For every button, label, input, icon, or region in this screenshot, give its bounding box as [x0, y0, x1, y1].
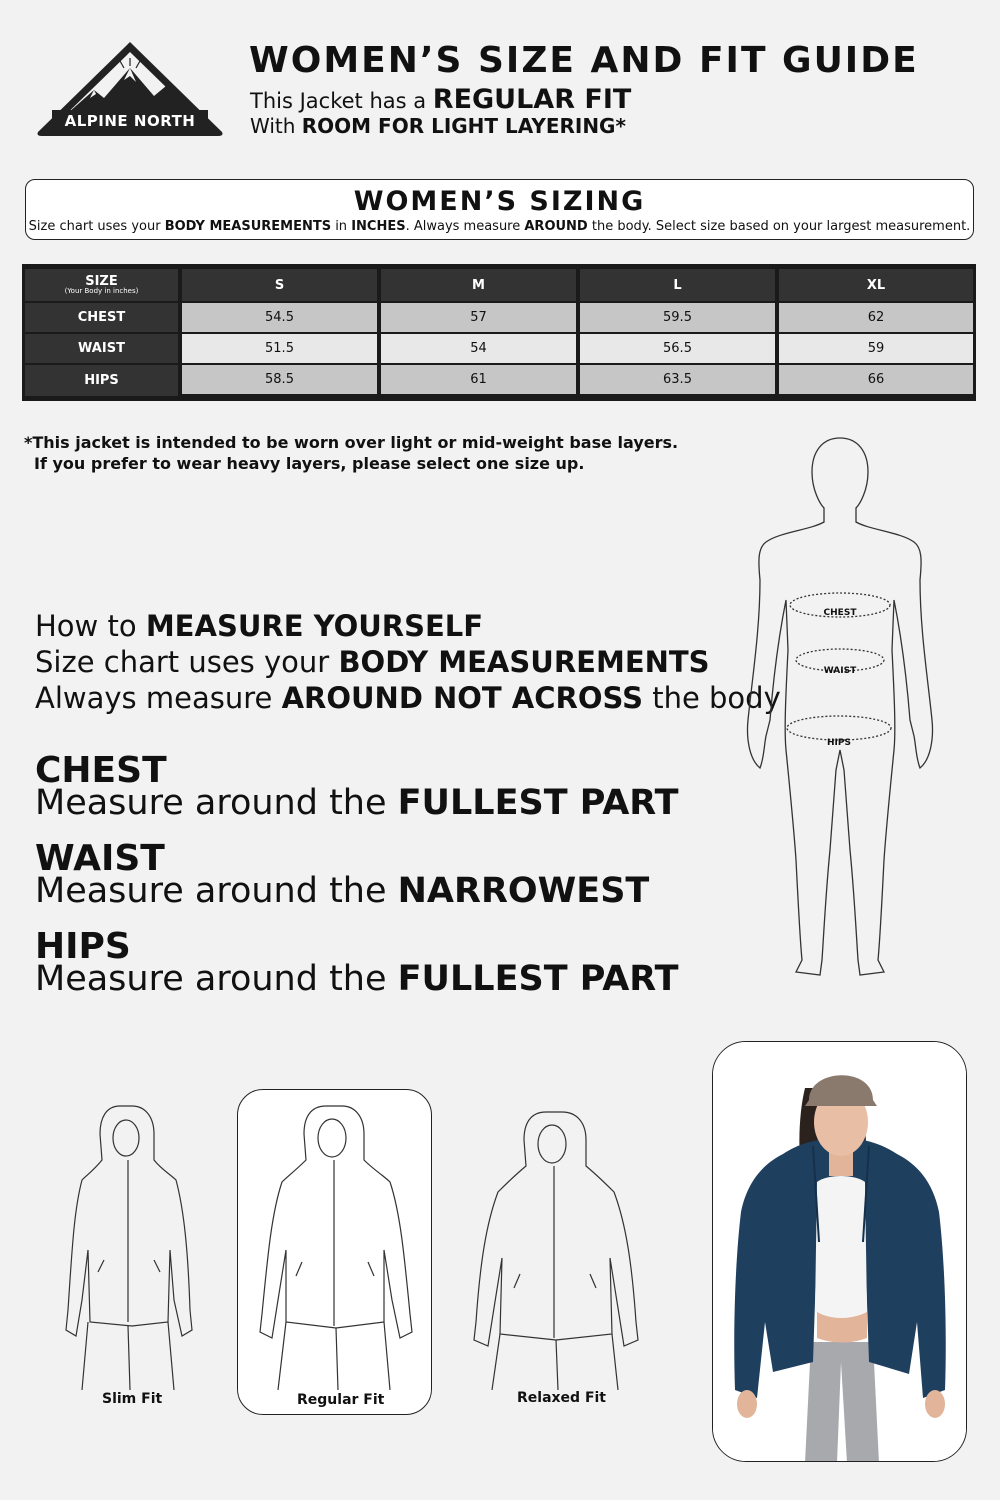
instruction-text: Measure around the [35, 783, 398, 823]
table-cell: 58.5 [182, 365, 377, 394]
figure-hips-label: HIPS [827, 738, 851, 748]
table-cell: 62 [779, 303, 973, 332]
table-cell: 57 [381, 303, 576, 332]
table-cell: 54 [381, 334, 576, 363]
measure-emphasis: BODY MEASUREMENTS [338, 645, 710, 679]
note-text: in [331, 219, 352, 234]
measure-heading [35, 609, 483, 643]
measure-line-body [35, 645, 710, 679]
table-cell: 54.5 [182, 303, 377, 332]
row-label-chest: CHEST [25, 303, 178, 332]
layering-note: ROOM FOR LIGHT LAYERING* [301, 114, 626, 138]
product-photo-frame [712, 1041, 967, 1462]
size-up-footnote: If you prefer to wear heavy layers, please select one size up. [34, 454, 585, 473]
figure-waist-label: WAIST [823, 666, 857, 676]
instruction-emphasis: FULLEST PART [397, 959, 679, 999]
note-emphasis: AROUND [524, 219, 588, 234]
instruction-text: Measure around the [35, 871, 398, 911]
alpine-north-logo [32, 36, 228, 140]
note-emphasis: BODY MEASUREMENTS [164, 219, 332, 234]
sizing-instructions [26, 219, 973, 234]
table-corner-header [25, 269, 178, 301]
sizing-title: WOMEN’S SIZING [353, 186, 646, 217]
instruction-emphasis: FULLEST PART [397, 783, 679, 823]
hips-label: HIPS [35, 926, 131, 967]
logo-text: ALPINE NORTH [64, 112, 196, 130]
note-text: . Always measure [405, 219, 525, 234]
measure-emphasis: AROUND NOT ACROSS [281, 681, 643, 715]
relaxed-fit-caption: Relaxed Fit [517, 1390, 606, 1406]
page-title: WOMEN’S SIZE AND FIT GUIDE [249, 40, 919, 81]
table-cell: 63.5 [580, 365, 775, 394]
layering-footnote: *This jacket is intended to be worn over light or mid-weight base layers. [24, 433, 679, 452]
fit-type: REGULAR FIT [432, 84, 632, 115]
regular-fit-caption: Regular Fit [297, 1392, 385, 1408]
relaxed-fit-illustration [472, 1108, 640, 1390]
table-cell: 66 [779, 365, 973, 394]
table-cell: 61 [381, 365, 576, 394]
measure-text: Size chart uses your [35, 645, 339, 679]
layering-description [250, 114, 626, 138]
instruction-emphasis: NARROWEST [397, 871, 650, 911]
table-cell: 51.5 [182, 334, 377, 363]
note-text: the body. Select size based on your largest measurement. [587, 219, 971, 234]
fit-prefix: This Jacket has a [250, 89, 433, 113]
size-header-m: M [381, 269, 576, 301]
row-label-waist: WAIST [25, 334, 178, 363]
measure-text: the body [642, 681, 781, 715]
measure-emphasis: MEASURE YOURSELF [145, 609, 484, 643]
table-cell: 59.5 [580, 303, 775, 332]
measure-line-around [35, 681, 781, 715]
chest-instruction [35, 783, 679, 823]
model-wearing-jacket-photo [713, 1042, 967, 1462]
note-text: Size chart uses your [28, 219, 165, 234]
table-cell: 56.5 [580, 334, 775, 363]
size-header-s: S [182, 269, 377, 301]
corner-label: SIZE [85, 273, 118, 289]
waist-instruction [35, 871, 649, 911]
figure-chest-label: CHEST [823, 608, 857, 618]
size-header-l: L [580, 269, 775, 301]
size-header-xl: XL [779, 269, 973, 301]
body-measurement-figure [740, 430, 940, 985]
size-chart-table [22, 264, 976, 401]
sizing-banner [25, 179, 974, 240]
row-label-hips: HIPS [25, 365, 178, 396]
note-emphasis: INCHES [351, 219, 406, 234]
measure-text: How to [35, 609, 146, 643]
table-cell: 59 [779, 334, 973, 363]
measure-text: Always measure [35, 681, 282, 715]
hips-instruction [35, 959, 679, 999]
slim-fit-illustration [58, 1100, 203, 1390]
waist-label: WAIST [35, 838, 165, 879]
fit-description [250, 84, 631, 115]
slim-fit-caption: Slim Fit [102, 1391, 163, 1407]
corner-sublabel: (Your Body in inches) [64, 287, 139, 296]
instruction-text: Measure around the [35, 959, 398, 999]
regular-fit-illustration [256, 1100, 416, 1390]
layering-prefix: With [250, 114, 302, 138]
chest-label: CHEST [35, 750, 167, 791]
